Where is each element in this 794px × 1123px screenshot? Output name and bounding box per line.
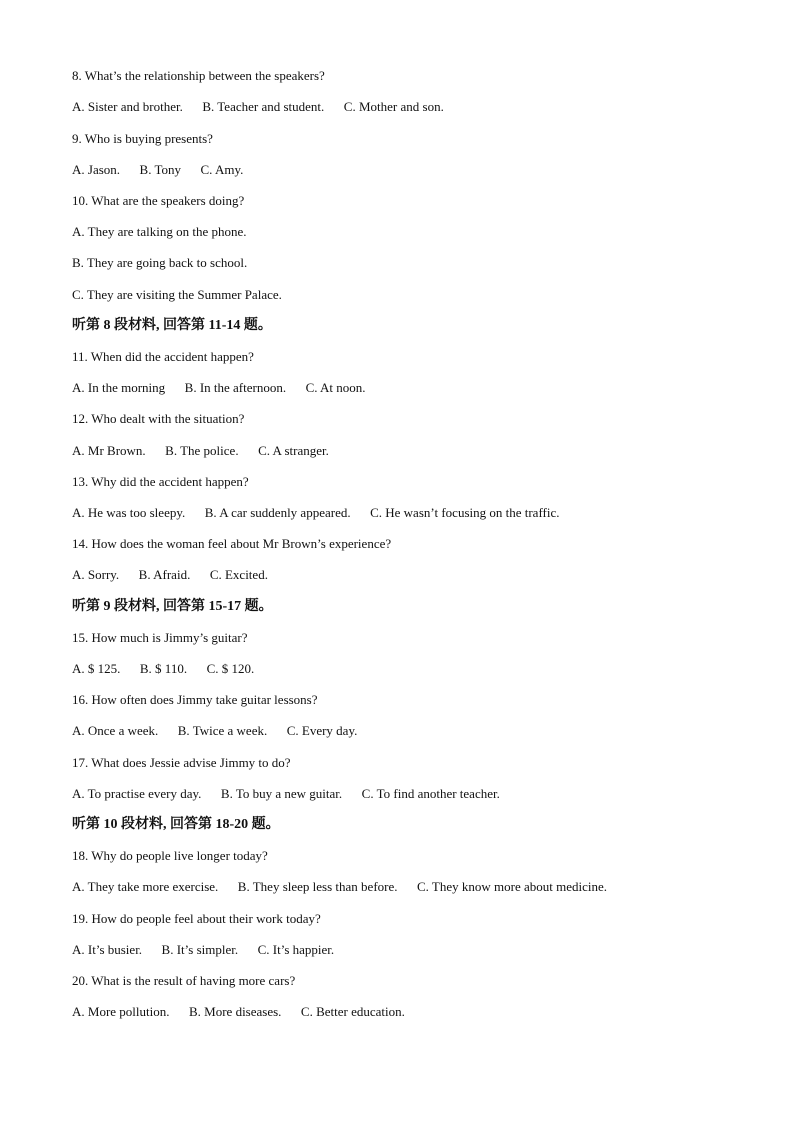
question-18: 18. Why do people live longer today? <box>72 848 268 863</box>
question-10-option-c: C. They are visiting the Summer Palace. <box>72 287 282 302</box>
question-15: 15. How much is Jimmy’s guitar? <box>72 630 248 645</box>
question-13: 13. Why did the accident happen? <box>72 474 249 489</box>
question-10: 10. What are the speakers doing? <box>72 193 245 208</box>
question-20: 20. What is the result of having more cars? <box>72 973 296 988</box>
question-16-options: A. Once a week. B. Twice a week. C. Every day. <box>72 723 358 738</box>
question-10-option-a: A. They are talking on the phone. <box>72 224 247 239</box>
question-9: 9. Who is buying presents? <box>72 131 213 146</box>
question-12: 12. Who dealt with the situation? <box>72 411 245 426</box>
section-heading-9: 听第 9 段材料, 回答第 15-17 题。 <box>72 599 273 614</box>
section-heading-8: 听第 8 段材料, 回答第 11-14 题。 <box>72 318 272 333</box>
question-17: 17. What does Jessie advise Jimmy to do? <box>72 755 291 770</box>
question-19: 19. How do people feel about their work today? <box>72 911 321 926</box>
question-15-options: A. $ 125. B. $ 110. C. $ 120. <box>72 661 255 676</box>
question-20-options: A. More pollution. B. More diseases. C. Better education. <box>72 1004 405 1019</box>
question-12-options: A. Mr Brown. B. The police. C. A stranger. <box>72 443 329 458</box>
question-11: 11. When did the accident happen? <box>72 349 254 364</box>
question-8: 8. What’s the relationship between the speakers? <box>72 68 325 83</box>
question-14-options: A. Sorry. B. Afraid. C. Excited. <box>72 567 268 582</box>
question-17-options: A. To practise every day. B. To buy a new guitar. C. To find another teacher. <box>72 786 500 801</box>
question-9-options: A. Jason. B. Tony C. Amy. <box>72 162 244 177</box>
question-14: 14. How does the woman feel about Mr Brown’s experience? <box>72 536 392 551</box>
question-13-options: A. He was too sleepy. B. A car suddenly appeared. C. He wasn’t focusing on the traffic. <box>72 505 560 520</box>
question-16: 16. How often does Jimmy take guitar lessons? <box>72 692 318 707</box>
question-8-options: A. Sister and brother. B. Teacher and student. C. Mother and son. <box>72 99 444 114</box>
question-19-options: A. It’s busier. B. It’s simpler. C. It’s happier. <box>72 942 335 957</box>
question-18-options: A. They take more exercise. B. They sleep less than before. C. They know more about medicine. <box>72 879 608 894</box>
question-10-option-b: B. They are going back to school. <box>72 255 248 270</box>
section-heading-10: 听第 10 段材料, 回答第 18-20 题。 <box>72 817 280 832</box>
question-11-options: A. In the morning B. In the afternoon. C. At noon. <box>72 380 366 395</box>
